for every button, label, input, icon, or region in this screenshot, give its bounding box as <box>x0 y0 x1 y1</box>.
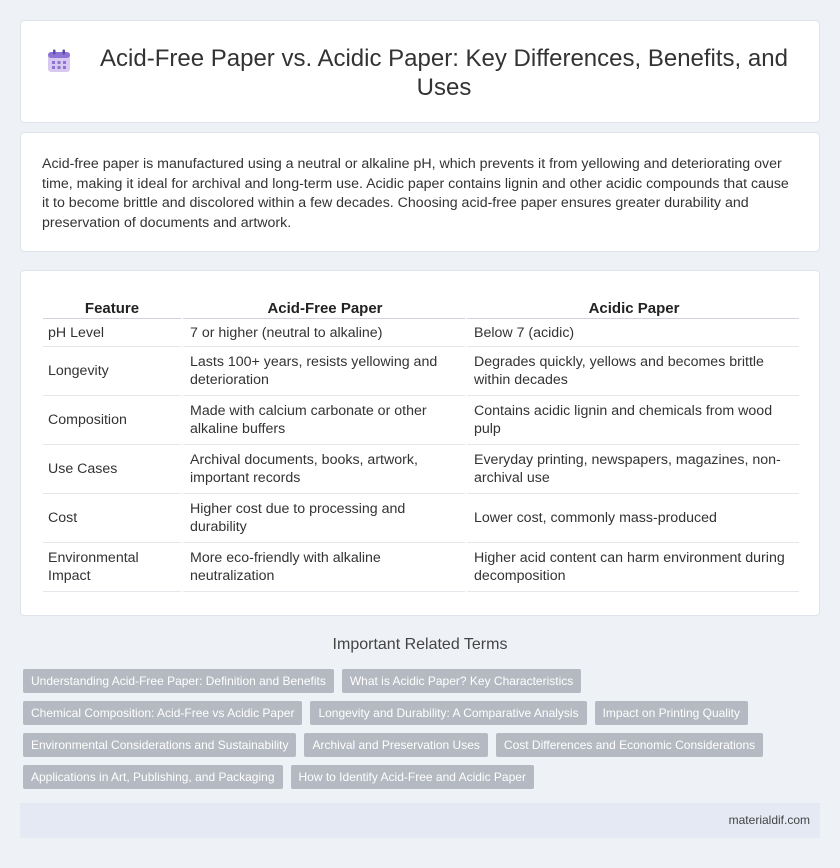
related-term-tag[interactable]: Chemical Composition: Acid-Free vs Acidic Paper <box>23 701 302 725</box>
table-cell: 7 or higher (neutral to alkaline) <box>181 319 465 347</box>
table-cell: Higher acid content can harm environment during decomposition <box>465 543 799 592</box>
related-term-tag[interactable]: Longevity and Durability: A Comparative Analysis <box>310 701 586 725</box>
table-cell: Contains acidic lignin and chemicals from wood pulp <box>465 396 799 445</box>
table-cell: Degrades quickly, yellows and becomes brittle within decades <box>465 347 799 396</box>
table-cell: Archival documents, books, artwork, important records <box>181 445 465 494</box>
table-cell: Longevity <box>43 347 181 396</box>
table-cell: Everyday printing, newspapers, magazines, non-archival use <box>465 445 799 494</box>
table-cell: Made with calcium carbonate or other alkaline buffers <box>181 396 465 445</box>
table-header: Feature <box>43 295 181 319</box>
table-row <box>43 319 799 347</box>
table-row <box>43 543 799 592</box>
intro-text: Acid-free paper is manufactured using a neutral or alkaline pH, which prevents it from yellowing and deteriorating over time, making it ideal for archival and long-term use. Acidic paper contains lignin and other acidic compounds that cause it to become brittle and discolored within a few decades. Choosing acid-free paper ensures greater durability and preservation of documents and artwork. <box>42 156 789 231</box>
footer-site-link[interactable]: materialdif.com <box>728 813 810 827</box>
footer <box>20 803 820 838</box>
table-row <box>43 396 799 445</box>
table-cell: Composition <box>43 396 181 445</box>
related-terms-list <box>23 669 823 797</box>
table-header-row <box>43 295 799 319</box>
related-terms-title: Important Related Terms <box>332 636 508 653</box>
table-cell: Below 7 (acidic) <box>465 319 799 347</box>
table-header: Acidic Paper <box>465 295 799 319</box>
table-row <box>43 347 799 396</box>
table-cell: pH Level <box>43 319 181 347</box>
table-row <box>43 445 799 494</box>
table-header: Acid-Free Paper <box>181 295 465 319</box>
related-term-tag[interactable]: Impact on Printing Quality <box>595 701 748 725</box>
comparison-card <box>20 270 820 616</box>
calendar-icon <box>46 48 72 74</box>
header-card <box>20 20 820 123</box>
table-cell: Higher cost due to processing and durability <box>181 494 465 543</box>
table-cell: Environmental Impact <box>43 543 181 592</box>
related-term-tag[interactable]: Cost Differences and Economic Considerations <box>496 733 763 757</box>
table-row <box>43 494 799 543</box>
related-term-tag[interactable]: What is Acidic Paper? Key Characteristics <box>342 669 581 693</box>
comparison-table <box>43 295 799 592</box>
table-cell: More eco-friendly with alkaline neutralization <box>181 543 465 592</box>
related-term-tag[interactable]: Environmental Considerations and Sustainability <box>23 733 296 757</box>
related-term-tag[interactable]: Applications in Art, Publishing, and Packaging <box>23 765 283 789</box>
table-cell: Lower cost, commonly mass-produced <box>465 494 799 543</box>
table-cell: Use Cases <box>43 445 181 494</box>
related-term-tag[interactable]: Archival and Preservation Uses <box>304 733 487 757</box>
page-title: Acid-Free Paper vs. Acidic Paper: Key Differences, Benefits, and Uses <box>100 45 788 101</box>
table-cell: Cost <box>43 494 181 543</box>
intro-card <box>20 132 820 252</box>
related-term-tag[interactable]: How to Identify Acid-Free and Acidic Paper <box>291 765 534 789</box>
table-cell: Lasts 100+ years, resists yellowing and deterioration <box>181 347 465 396</box>
related-term-tag[interactable]: Understanding Acid-Free Paper: Definition and Benefits <box>23 669 334 693</box>
